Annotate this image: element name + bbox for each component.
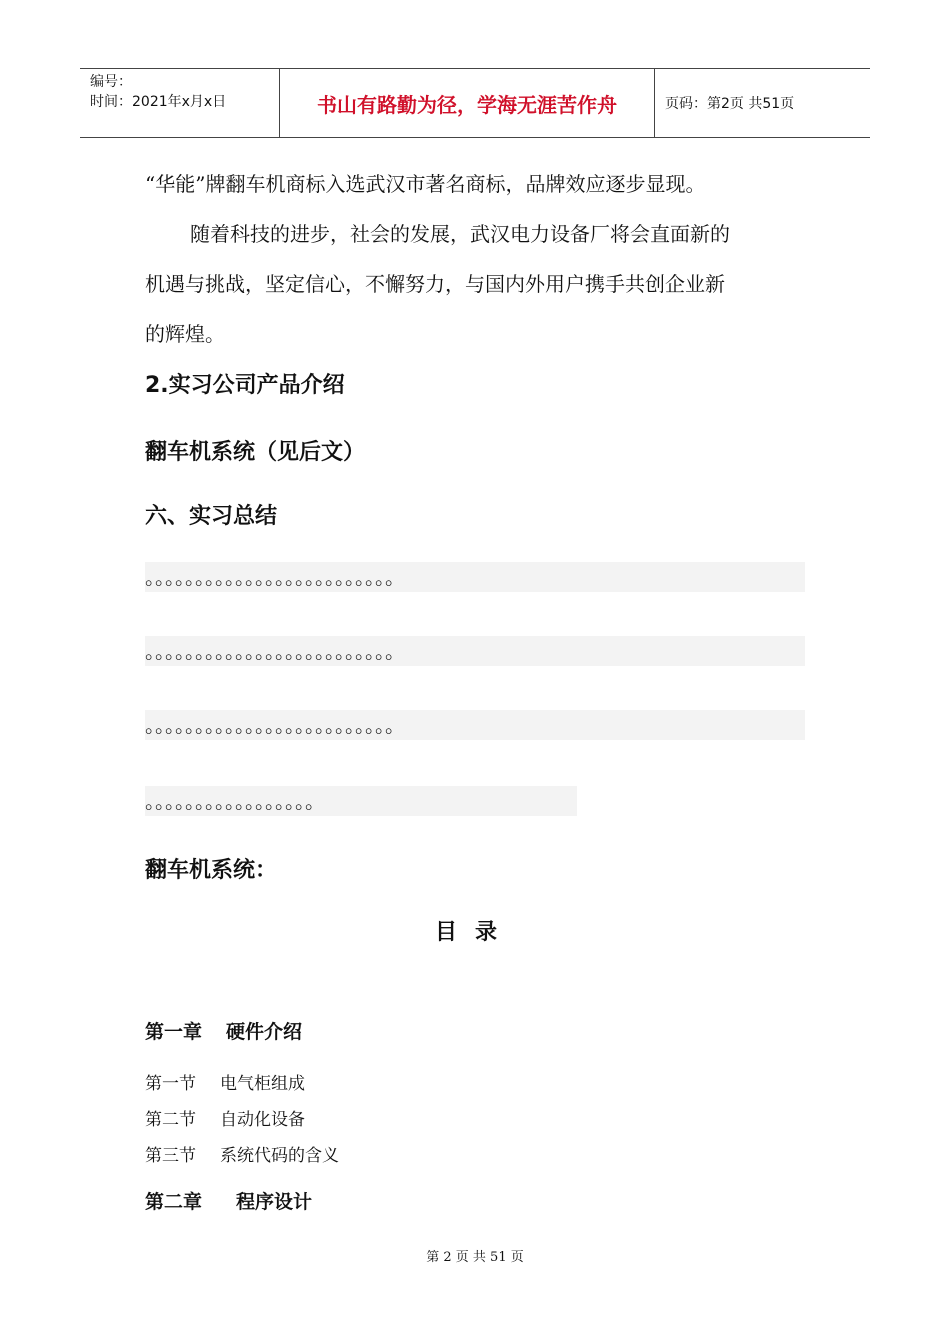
toc-chapter-1-number: 第一章 [145, 1021, 203, 1043]
page-footer: 第 2 页 共 51 页 [426, 1250, 524, 1265]
paragraph-brand: “华能”牌翻车机商标入选武汉市著名商标，品牌效应逐步显现。 [145, 172, 706, 196]
toc-section[interactable] [145, 1141, 339, 1166]
header-time: 时间：2021年x月x日 [90, 94, 227, 110]
header-page-info: 页码：第2页 共51页 [665, 96, 795, 112]
paragraph-future-line2: 机遇与挑战，坚定信心，不懈努力，与国内外用户携手共创企业新 [145, 272, 725, 296]
toc-section-name: 自动化设备 [220, 1110, 305, 1130]
header-meta [80, 69, 280, 137]
toc-chapter-1[interactable] [145, 1017, 302, 1044]
toc-section-number: 第二节 [145, 1110, 196, 1130]
paragraph-future-line3: 的辉煌。 [145, 322, 225, 346]
heading-summary: 六、实习总结 [145, 504, 278, 529]
toc-section[interactable] [145, 1105, 305, 1130]
toc-title: 目录 [434, 920, 515, 945]
summary-dots-line4: 。。。。。。。。。。。。。。。。。 [145, 786, 577, 816]
heading-system-ref: 翻车机系统（见后文） [145, 440, 366, 465]
toc-section[interactable] [145, 1069, 305, 1094]
paragraph-future-line1: 随着科技的进步，社会的发展，武汉电力设备厂将会直面新的 [190, 222, 730, 246]
toc-section-name: 系统代码的含义 [220, 1146, 339, 1166]
toc-chapter-2-name: 程序设计 [236, 1191, 313, 1213]
page-header [80, 68, 870, 138]
toc-section-number: 第一节 [145, 1074, 196, 1094]
heading-products: 2.实习公司产品介绍 [145, 373, 345, 398]
toc-chapter-2-number: 第二章 [145, 1191, 203, 1213]
summary-dots-line2: 。。。。。。。。。。。。。。。。。。。。。。。。。 [145, 636, 805, 666]
header-motto: 书山有路勤为径，学海无涯苦作舟 [280, 69, 655, 137]
summary-dots-line1: 。。。。。。。。。。。。。。。。。。。。。。。。。 [145, 562, 805, 592]
toc-section-number: 第三节 [145, 1146, 196, 1166]
header-number: 编号： [90, 74, 132, 90]
toc-section-name: 电气柜组成 [220, 1074, 305, 1094]
summary-dots-line3: 。。。。。。。。。。。。。。。。。。。。。。。。。 [145, 710, 805, 740]
heading-system: 翻车机系统： [145, 858, 278, 883]
toc-chapter-1-name: 硬件介绍 [226, 1021, 303, 1043]
toc-chapter-2[interactable] [145, 1187, 312, 1214]
